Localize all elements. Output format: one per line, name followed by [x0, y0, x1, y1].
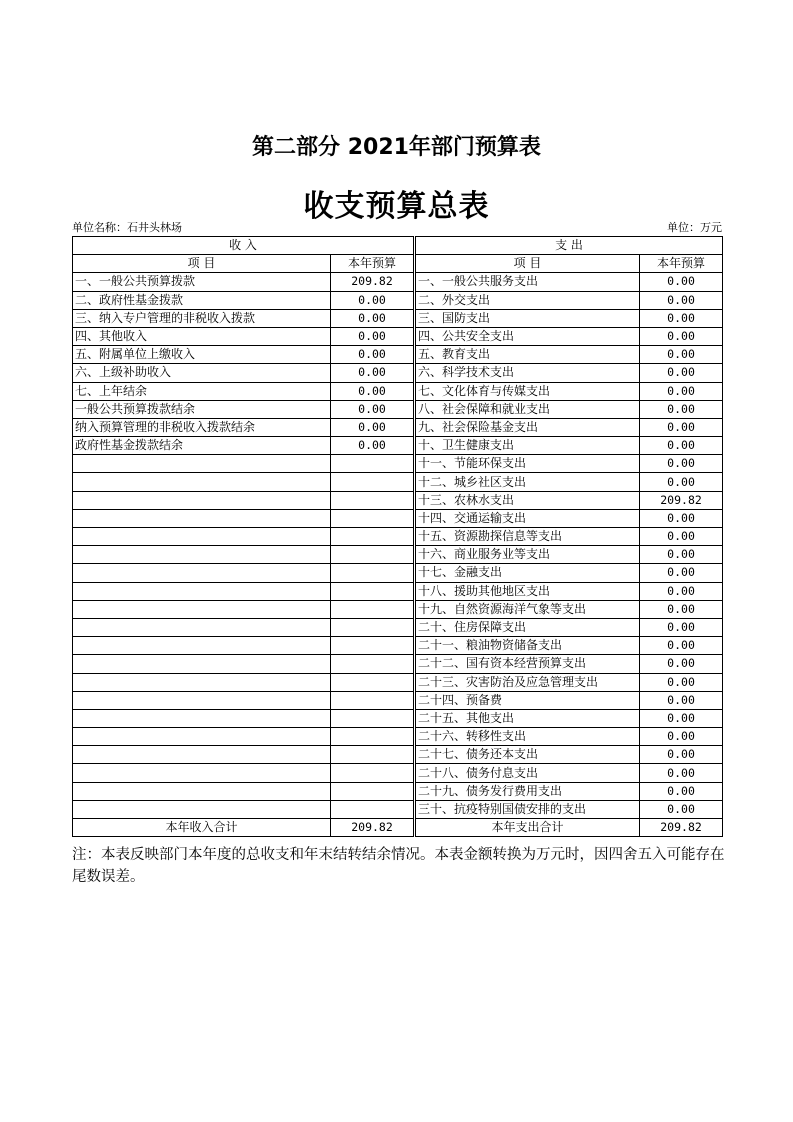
income-item-label	[73, 491, 331, 509]
income-budget-value	[331, 691, 414, 709]
income-budget-value	[331, 546, 414, 564]
column-header-row	[73, 255, 723, 273]
income-total-label: 本年收入合计	[73, 819, 331, 837]
income-budget-value	[331, 782, 414, 800]
income-item-label: 二、政府性基金拨款	[73, 291, 331, 309]
expense-item-label: 十、卫生健康支出	[416, 437, 640, 455]
table-row	[73, 728, 723, 746]
income-budget-value	[331, 564, 414, 582]
expense-budget-value: 0.00	[640, 528, 723, 546]
expense-budget-value: 0.00	[640, 564, 723, 582]
income-item-label: 政府性基金拨款结余	[73, 437, 331, 455]
income-item-label	[73, 782, 331, 800]
expense-item-label: 十二、城乡社区支出	[416, 473, 640, 491]
expense-item-label: 十八、援助其他地区支出	[416, 582, 640, 600]
expense-item-label: 一、一般公共服务支出	[416, 273, 640, 291]
table-row	[73, 800, 723, 818]
income-budget-value	[331, 509, 414, 527]
table-row	[73, 509, 723, 527]
income-budget-value	[331, 673, 414, 691]
table-row	[73, 764, 723, 782]
table-row	[73, 618, 723, 636]
income-item-label	[73, 709, 331, 727]
income-item-label: 六、上级补助收入	[73, 364, 331, 382]
table-row	[73, 364, 723, 382]
part-title: 第二部分 2021年部门预算表	[252, 135, 541, 160]
expense-item-label: 二十四、预备费	[416, 691, 640, 709]
income-item-label	[73, 618, 331, 636]
expense-item-label: 十七、金融支出	[416, 564, 640, 582]
totals-row	[73, 819, 723, 837]
expense-item-label: 二十、住房保障支出	[416, 618, 640, 636]
table-row	[73, 455, 723, 473]
expense-budget-value: 0.00	[640, 291, 723, 309]
income-item-label	[73, 800, 331, 818]
expense-budget-value: 0.00	[640, 600, 723, 618]
expense-budget-value: 0.00	[640, 709, 723, 727]
expense-item-label: 二、外交支出	[416, 291, 640, 309]
expense-budget-value: 0.00	[640, 382, 723, 400]
page-title: 收支预算总表	[303, 189, 490, 224]
expense-item-label: 二十一、粮油物资储备支出	[416, 637, 640, 655]
expense-item-label: 八、社会保障和就业支出	[416, 400, 640, 418]
expense-item-label: 二十九、债务发行费用支出	[416, 782, 640, 800]
income-budget-value	[331, 455, 414, 473]
table-row	[73, 491, 723, 509]
table-row	[73, 473, 723, 491]
expense-item-label: 二十八、债务付息支出	[416, 764, 640, 782]
table-row	[73, 709, 723, 727]
budget-summary-table	[72, 236, 723, 837]
expense-budget-value: 0.00	[640, 673, 723, 691]
income-budget-value: 209.82	[331, 273, 414, 291]
income-item-label: 纳入预算管理的非税收入拨款结余	[73, 418, 331, 436]
table-row	[73, 528, 723, 546]
income-budget-value: 0.00	[331, 364, 414, 382]
unit-name: 单位名称：石井头林场	[72, 221, 182, 234]
expense-budget-value: 0.00	[640, 309, 723, 327]
income-budget-value: 0.00	[331, 418, 414, 436]
income-item-label	[73, 637, 331, 655]
income-budget-value	[331, 655, 414, 673]
income-item-label	[73, 691, 331, 709]
expense-budget-value: 0.00	[640, 509, 723, 527]
income-budget-value: 0.00	[331, 346, 414, 364]
income-budget-value	[331, 618, 414, 636]
income-item-label	[73, 546, 331, 564]
expense-budget-value: 0.00	[640, 764, 723, 782]
expense-budget-header: 本年预算	[640, 255, 723, 273]
expense-budget-value: 0.00	[640, 346, 723, 364]
income-budget-value	[331, 582, 414, 600]
table-row	[73, 655, 723, 673]
income-budget-value	[331, 473, 414, 491]
income-item-label: 一、一般公共预算拨款	[73, 273, 331, 291]
expense-item-label: 十一、节能环保支出	[416, 455, 640, 473]
expense-item-label: 十五、资源勘探信息等支出	[416, 528, 640, 546]
expense-item-label: 六、科学技术支出	[416, 364, 640, 382]
table-row	[73, 691, 723, 709]
expense-budget-value: 0.00	[640, 364, 723, 382]
income-item-label	[73, 764, 331, 782]
income-budget-value	[331, 637, 414, 655]
income-budget-value: 0.00	[331, 309, 414, 327]
table-row	[73, 782, 723, 800]
income-budget-value	[331, 746, 414, 764]
expense-budget-value: 0.00	[640, 418, 723, 436]
income-item-label: 五、附属单位上缴收入	[73, 346, 331, 364]
table-row	[73, 309, 723, 327]
expense-budget-value: 0.00	[640, 437, 723, 455]
expense-item-label: 三、国防支出	[416, 309, 640, 327]
income-item-label	[73, 564, 331, 582]
income-item-label: 三、纳入专户管理的非税收入拨款	[73, 309, 331, 327]
income-item-label	[73, 509, 331, 527]
income-budget-value: 0.00	[331, 291, 414, 309]
income-total-value: 209.82	[331, 819, 414, 837]
table-row	[73, 327, 723, 345]
expense-budget-value: 0.00	[640, 782, 723, 800]
income-item-label	[73, 600, 331, 618]
table-row	[73, 291, 723, 309]
expense-budget-value: 0.00	[640, 728, 723, 746]
table-row	[73, 273, 723, 291]
income-budget-value	[331, 528, 414, 546]
footnote: 注：本表反映部门本年度的总收支和年末结转结余情况。本表金额转换为万元时，因四舍五入可能存在尾数误差。	[72, 847, 725, 885]
income-header: 收 入	[73, 237, 414, 255]
expense-item-label: 十九、自然资源海洋气象等支出	[416, 600, 640, 618]
income-item-label	[73, 655, 331, 673]
expense-budget-value: 0.00	[640, 273, 723, 291]
table-row	[73, 382, 723, 400]
expense-item-label: 十六、商业服务业等支出	[416, 546, 640, 564]
expense-header: 支 出	[416, 237, 723, 255]
expense-item-label: 二十二、国有资本经营预算支出	[416, 655, 640, 673]
expense-item-label: 四、公共安全支出	[416, 327, 640, 345]
expense-budget-value: 0.00	[640, 746, 723, 764]
section-header-row	[73, 237, 723, 255]
table-row	[73, 673, 723, 691]
income-budget-value: 0.00	[331, 400, 414, 418]
table-row	[73, 582, 723, 600]
income-item-label: 一般公共预算拨款结余	[73, 400, 331, 418]
expense-item-label: 十四、交通运输支出	[416, 509, 640, 527]
expense-budget-value: 0.00	[640, 800, 723, 818]
table-row	[73, 346, 723, 364]
expense-item-label: 二十六、转移性支出	[416, 728, 640, 746]
income-budget-value: 0.00	[331, 327, 414, 345]
income-item-label: 四、其他收入	[73, 327, 331, 345]
income-budget-value	[331, 764, 414, 782]
income-item-label	[73, 746, 331, 764]
income-item-header: 项 目	[73, 255, 331, 273]
expense-item-label: 三十、抗疫特别国债安排的支出	[416, 800, 640, 818]
income-budget-value	[331, 600, 414, 618]
expense-budget-value: 209.82	[640, 491, 723, 509]
expense-budget-value: 0.00	[640, 618, 723, 636]
income-budget-header: 本年预算	[331, 255, 414, 273]
expense-item-label: 二十三、灾害防治及应急管理支出	[416, 673, 640, 691]
expense-total-value: 209.82	[640, 819, 723, 837]
income-item-label	[73, 528, 331, 546]
expense-item-label: 二十七、债务还本支出	[416, 746, 640, 764]
expense-budget-value: 0.00	[640, 582, 723, 600]
income-item-label	[73, 673, 331, 691]
expense-item-header: 项 目	[416, 255, 640, 273]
table-row	[73, 400, 723, 418]
table-row	[73, 637, 723, 655]
expense-item-label: 七、文化体育与传媒支出	[416, 382, 640, 400]
expense-total-label: 本年支出合计	[416, 819, 640, 837]
expense-item-label: 五、教育支出	[416, 346, 640, 364]
expense-budget-value: 0.00	[640, 637, 723, 655]
income-budget-value	[331, 728, 414, 746]
table-row	[73, 746, 723, 764]
income-budget-value	[331, 800, 414, 818]
income-item-label: 七、上年结余	[73, 382, 331, 400]
expense-budget-value: 0.00	[640, 473, 723, 491]
income-item-label	[73, 582, 331, 600]
income-budget-value	[331, 709, 414, 727]
income-budget-value: 0.00	[331, 437, 414, 455]
income-budget-value: 0.00	[331, 382, 414, 400]
expense-budget-value: 0.00	[640, 546, 723, 564]
expense-budget-value: 0.00	[640, 327, 723, 345]
expense-budget-value: 0.00	[640, 691, 723, 709]
income-budget-value	[331, 491, 414, 509]
table-row	[73, 564, 723, 582]
table-row	[73, 600, 723, 618]
expense-item-label: 二十五、其他支出	[416, 709, 640, 727]
expense-budget-value: 0.00	[640, 400, 723, 418]
expense-budget-value: 0.00	[640, 655, 723, 673]
expense-item-label: 十三、农林水支出	[416, 491, 640, 509]
table-row	[73, 418, 723, 436]
income-item-label	[73, 455, 331, 473]
table-row	[73, 437, 723, 455]
income-item-label	[73, 473, 331, 491]
income-item-label	[73, 728, 331, 746]
currency-unit: 单位：万元	[667, 221, 722, 234]
expense-item-label: 九、社会保险基金支出	[416, 418, 640, 436]
table-row	[73, 546, 723, 564]
expense-budget-value: 0.00	[640, 455, 723, 473]
